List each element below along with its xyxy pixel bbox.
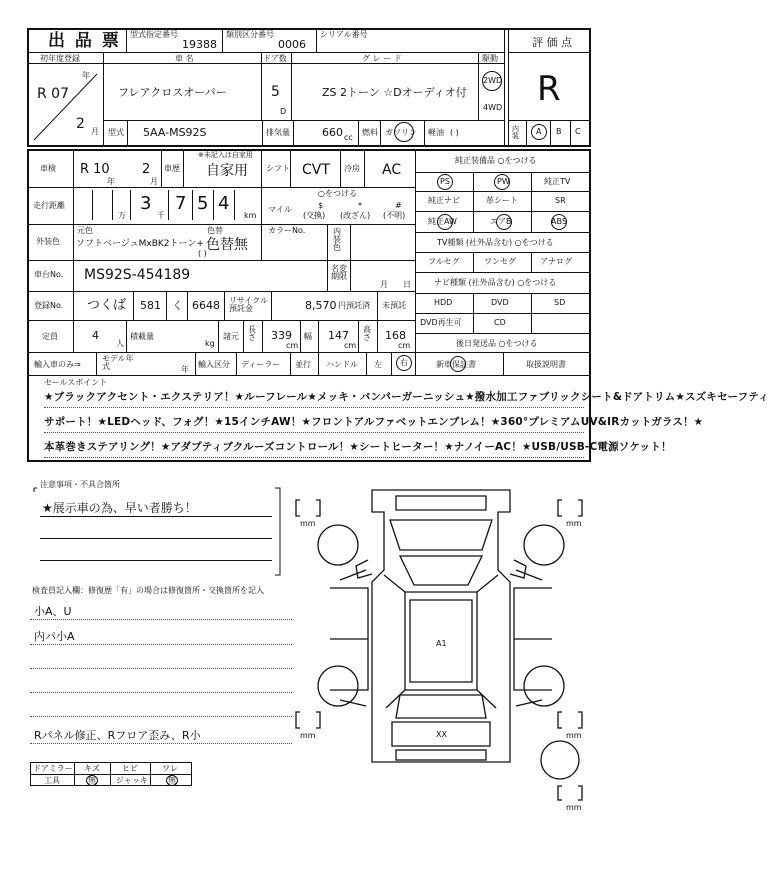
biz-note: ※未記入は自家用 — [198, 151, 253, 159]
mm-spare: mm — [566, 803, 582, 812]
tv-fullseg: フルセグ — [428, 257, 460, 266]
sales-line3: 本革巻きステアリング！★アダプティブクルーズコントロール！★シートヒーター！★ナノイーAC！★USB/USB-C電源ソケット！ — [44, 441, 672, 453]
import-class-label: 輸入区分 — [198, 360, 230, 369]
sales-line1: ★ブラックアクセント・エクステリア！★ルーフレール★メッキ・バンパーガーニッシュ★撥水加工ファブリックシート&ドアトリム★スズキセーフティ — [44, 391, 769, 403]
recycle-unit: 円預託済 — [338, 301, 370, 310]
reg-label: 登録No. — [34, 301, 64, 310]
nc-month: 月 — [380, 280, 388, 289]
circle-note: ○をつける — [318, 189, 357, 198]
equip-title: 純正装備品 ○をつける — [455, 156, 537, 165]
score-label: 評 価 点 — [532, 36, 572, 49]
load-label: 積載量 — [130, 332, 154, 341]
tv-title: TV種類 (社外品含む) ○をつける — [437, 238, 554, 247]
first-reg-label: 初年度登録 — [40, 54, 80, 63]
mileage-sen: 千 — [157, 211, 165, 220]
exterior-color: ソフトベージュMxBK2トーン+ — [76, 239, 204, 249]
height-label: 高さ — [363, 325, 371, 342]
shift-label: シフト — [266, 164, 290, 173]
dealer: ディーラー — [241, 360, 281, 369]
interior-a: A — [536, 127, 542, 136]
mm-front-left: mm — [300, 519, 316, 528]
height-unit: cm — [398, 341, 411, 350]
fuel-gasoline: ガソリン — [385, 128, 417, 137]
interior-b: B — [556, 127, 562, 136]
doors-sub: D — [280, 107, 287, 116]
mileage-d2: 5 — [197, 193, 209, 214]
mileage-d3: 4 — [218, 193, 230, 214]
doors: 5 — [271, 84, 280, 100]
inspector-line2: 内パ小A — [34, 630, 75, 643]
tv-oneseg: ワンセグ — [484, 257, 516, 266]
sales-line2: サポート！★LEDヘッド、フォグ！★15インチAW！★フロントアルファベットエンブレム！★360°プレミアムUV&IRカットガラス！★ — [44, 416, 704, 428]
equip-leather: 革シート — [486, 196, 518, 205]
shaken-year: 年 — [107, 177, 115, 186]
width-label: 幅 — [304, 332, 312, 341]
recycle: 8,570 — [305, 299, 337, 312]
model-year-unit: 年 — [181, 365, 189, 374]
drive-4wd: 4WD — [483, 103, 503, 112]
inspector-line3: Rパネル修正、Rフロア歪み、R小 — [34, 729, 201, 742]
colorno-label: カラーNo. — [268, 226, 306, 235]
recycle-label: リサイクル預託金 — [229, 296, 268, 313]
width: 147 — [328, 329, 349, 342]
type-no: 19388 — [182, 38, 217, 51]
size-label: 諸元 — [223, 332, 239, 341]
equip-pw: PW — [497, 177, 510, 186]
disp-unit: cc — [344, 133, 353, 142]
mileage-d1: 7 — [175, 193, 187, 214]
length: 339 — [271, 329, 292, 342]
mm-rear-right: mm — [566, 731, 582, 740]
model-year-label: モデル年式 — [102, 354, 134, 371]
mileage-3: 3 — [140, 193, 152, 214]
legend-jack-val: 無 — [168, 776, 176, 785]
color-orig-label: 元色 — [77, 226, 93, 235]
mileage-man: 万 — [118, 211, 126, 220]
chassis-label: 車台No. — [34, 270, 64, 279]
shaken: R 10 — [80, 162, 110, 177]
drive-label: 駆動 — [482, 54, 498, 63]
model: 5AA-MS92S — [143, 126, 207, 139]
capacity-unit: 人 — [116, 339, 124, 348]
sales-label: セールスポイント — [44, 378, 108, 387]
reg-kana: く — [172, 299, 183, 312]
reg-number: 6648 — [192, 299, 220, 312]
year-suffix: 年 — [82, 71, 90, 80]
width-unit: cm — [344, 341, 357, 350]
car-name-label: 車 名 — [175, 54, 194, 63]
handle-label: ハンドル — [326, 360, 358, 369]
legend-jack: ジャッキ — [116, 776, 148, 785]
equip-sr: SR — [555, 196, 566, 205]
grade-label: グ レ ー ド — [362, 54, 402, 63]
legend-tool-val: 無 — [88, 776, 96, 785]
legend-mirror: ドアミラー — [33, 764, 73, 773]
color-paren: ( ) — [198, 249, 207, 258]
mile-opt1: (交換) — [303, 211, 326, 220]
parallel: 並行 — [295, 360, 311, 369]
disp-label: 排気量 — [266, 128, 290, 137]
equip-navi: 純正ナビ — [428, 196, 460, 205]
usage: 自家用 — [206, 163, 248, 179]
inspector-label: 検査員記入欄：修復歴「有」の場合は修復箇所・交換箇所を記入 — [32, 586, 264, 595]
mile-label: マイル — [268, 205, 292, 214]
page-title: 出 品 票 — [48, 31, 121, 51]
fuel-paren: ( ) — [450, 128, 459, 137]
notes-text: ★展示車の為、早い者勝ち！ — [42, 501, 197, 515]
mileage-label: 走行距離 — [33, 201, 65, 210]
fuel-diesel: 軽油 — [428, 128, 444, 137]
mile-sym3: # — [395, 201, 402, 210]
first-reg-month: 2 — [76, 116, 85, 132]
legend-tool: 工具 — [44, 776, 60, 785]
shaken-month: 2 — [142, 162, 151, 177]
grade: ZS 2トーン ☆Dオーディオ付 — [322, 86, 467, 99]
class-no-label: 類別区分番号 — [226, 30, 274, 39]
mile-opt3: (不明) — [383, 211, 406, 220]
color-change: 色替無 — [206, 237, 248, 253]
equip-tv: 純正TV — [544, 177, 571, 186]
mm-front-right: mm — [566, 519, 582, 528]
displacement: 660 — [322, 126, 343, 139]
usage-label: 車歴 — [164, 164, 180, 173]
legend-crack: ヒビ — [122, 764, 138, 773]
docs-warranty: 新車保証書 — [436, 360, 476, 369]
load-unit: kg — [205, 339, 215, 348]
serial-label: シリアル番号 — [320, 30, 368, 39]
navi-dvdplay: DVD再生可 — [420, 318, 462, 327]
first-reg-era: R 07 — [37, 86, 69, 102]
mile-sym1: $ — [318, 201, 324, 210]
interior-c: C — [575, 127, 581, 136]
chassis-number: MS92S-454189 — [84, 267, 191, 283]
handle-right: 右 — [400, 358, 408, 367]
capacity-label: 定員 — [42, 332, 58, 341]
ac: AC — [382, 162, 402, 178]
mile-opt2: (改ざん) — [340, 211, 371, 220]
navi-hdd: HDD — [434, 298, 453, 307]
nc-day: 日 — [403, 280, 411, 289]
length-label: 長さ — [248, 325, 256, 342]
inspector-line1: 小A、U — [34, 605, 72, 618]
interior-label: 内装 — [512, 125, 519, 140]
navi-title: ナビ種類 (社外品含む) ○をつける — [434, 278, 557, 287]
handle-left: 左 — [374, 360, 382, 369]
type-no-label: 型式指定番号 — [130, 30, 178, 39]
reg-area: つくば — [87, 298, 127, 313]
diagram-label-xx: XX — [436, 730, 447, 739]
capacity: 4 — [92, 329, 99, 342]
equip-airbag: エアB — [490, 217, 512, 226]
shaken-month-suffix: 月 — [150, 177, 158, 186]
score-value: R — [537, 69, 561, 109]
equip-abs: ABS — [551, 217, 567, 226]
class-no: 0006 — [278, 38, 306, 51]
navi-cd: CD — [494, 318, 506, 327]
color-change-label: 色替 — [207, 226, 223, 235]
month-suffix: 月 — [91, 127, 99, 136]
model-label: 型式 — [108, 128, 124, 137]
navi-sd: SD — [554, 298, 566, 307]
drive-2wd: 2WD — [483, 76, 503, 85]
notes-label: 注意事項・不具合箇所 — [40, 480, 120, 489]
shaken-label: 車検 — [40, 164, 56, 173]
import-label: 輸入車のみ⇒ — [34, 360, 81, 369]
diagram-label-a1: A1 — [436, 639, 447, 648]
navi-dvd: DVD — [491, 298, 509, 307]
length-unit: cm — [286, 341, 299, 350]
ac-label: 冷房 — [344, 164, 360, 173]
color-label: 外装色 — [36, 237, 60, 246]
mm-rear-left: mm — [300, 731, 316, 740]
height: 168 — [385, 329, 406, 342]
recycle-unpaid: 未預託 — [382, 301, 406, 310]
docs-title: 後日発送品 ○をつける — [456, 339, 538, 348]
reg-class: 581 — [140, 299, 161, 312]
tv-analog: アナログ — [540, 257, 572, 266]
docs-manual: 取扱説明書 — [526, 360, 566, 369]
legend-break: ワレ — [162, 764, 178, 773]
doors-label: ドア数 — [263, 54, 287, 63]
inner-color-label: 内装色 — [333, 227, 341, 252]
equip-ps: PS — [440, 177, 450, 186]
fuel-label: 燃料 — [362, 128, 378, 137]
shift: CVT — [302, 162, 330, 178]
car-name: フレアクロスオーバー — [118, 86, 227, 99]
mileage-unit: km — [244, 211, 257, 220]
equip-aw: 純正AW — [428, 217, 457, 226]
mile-sym2: * — [358, 201, 362, 210]
legend-scratch: キズ — [84, 764, 100, 773]
name-change-label: 名変期限 — [331, 264, 347, 281]
